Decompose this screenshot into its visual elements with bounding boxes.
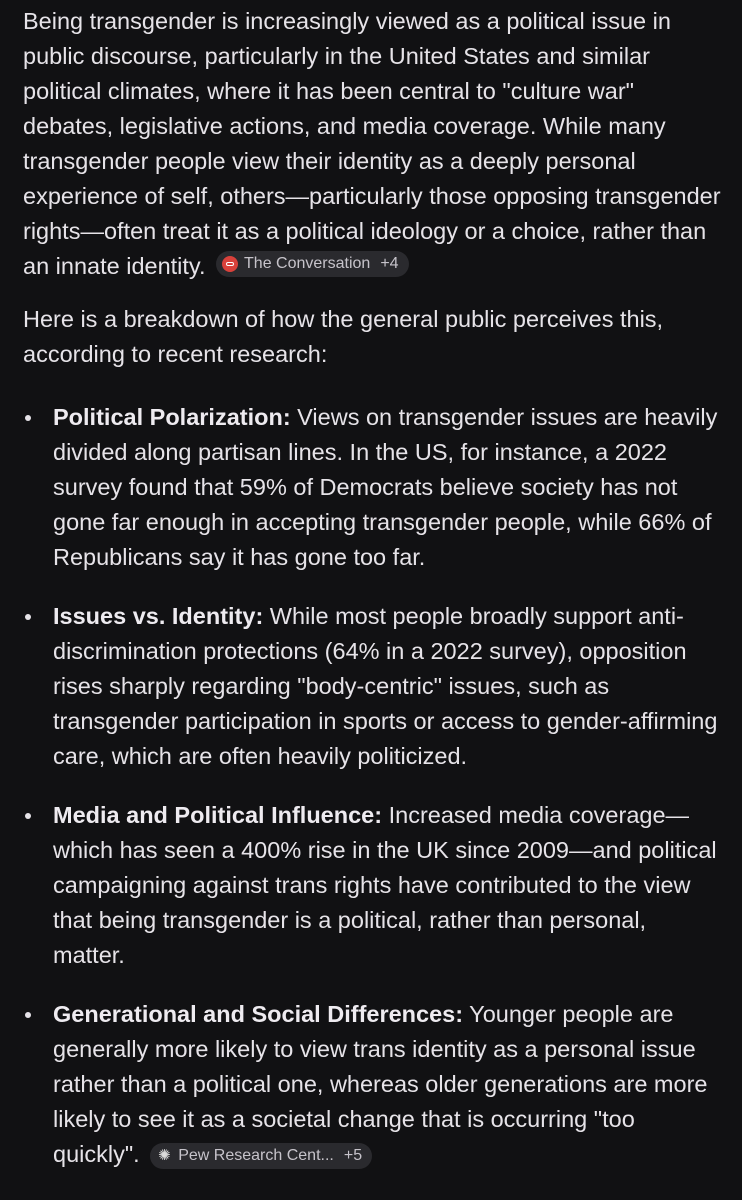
- lead-in-paragraph: Here is a breakdown of how the general public perceives this, according to recent research:: [23, 306, 664, 367]
- bullet-issues-vs-identity: [23, 599, 723, 774]
- bullet-text: Increased media coverage—which has seen a 400% rise in the UK since 2009—and political campaigning against trans rights have contributed to the view that being transgender is a political, rather than personal, matter.: [53, 802, 717, 968]
- bullet-dot: [25, 415, 31, 421]
- bullet-dot: [25, 614, 31, 620]
- source-chip-count: +5: [343, 1147, 363, 1164]
- intro-text: Being transgender is increasingly viewed as a political issue in public discourse, particularly in the United States and similar political climates, where it has been central to "culture war" debates, legislative actions, and media coverage. While many transgender people view their identity as a deeply personal experience of self, others—particularly those opposing transgender rights—often treat it as a political ideology or a choice, rather than an innate identity.: [23, 8, 721, 279]
- bullet-title: Generational and Social Differences:: [53, 1001, 464, 1027]
- bullet-list: [23, 400, 723, 1172]
- source-chip-pew-research[interactable]: [150, 1143, 372, 1169]
- bullet-title: Media and Political Influence:: [53, 802, 383, 828]
- intro-paragraph: [23, 4, 723, 284]
- bullet-text: Views on transgender issues are heavily divided along partisan lines. In the US, for instance, a 2022 survey found that 59% of Democrats believe society has not gone far enough in accepting transgender people, while 66% of Republicans say it has gone too far.: [53, 404, 718, 570]
- source-chip-label: Pew Research Cent...: [178, 1147, 334, 1164]
- source-chip-label: The Conversation: [244, 255, 371, 272]
- bullet-dot: [25, 1012, 31, 1018]
- response-body: [23, 4, 723, 1196]
- bullet-generational-social-differences: [23, 997, 723, 1172]
- bullet-political-polarization: [23, 400, 723, 575]
- source-chip-the-conversation[interactable]: [216, 251, 409, 277]
- bullet-title: Political Polarization:: [53, 404, 291, 430]
- the-conversation-icon: [222, 256, 238, 272]
- pew-research-icon: ✺: [157, 1147, 171, 1164]
- source-chip-count: +4: [380, 255, 399, 272]
- bullet-text: Younger people are generally more likely to view trans identity as a personal issue rather than a political one, whereas older generations are more likely to see it as a societal change that is occurring "too quickly".: [53, 1001, 708, 1167]
- bullet-media-political-influence: [23, 798, 723, 973]
- bullet-title: Issues vs. Identity:: [53, 603, 264, 629]
- bullet-text: While most people broadly support anti-discrimination protections (64% in a 2022 survey), opposition rises sharply regarding "body-centric" issues, such as transgender participation in sports or access to gender-affirming care, which are often heavily politicized.: [53, 603, 718, 769]
- bullet-dot: [25, 813, 31, 819]
